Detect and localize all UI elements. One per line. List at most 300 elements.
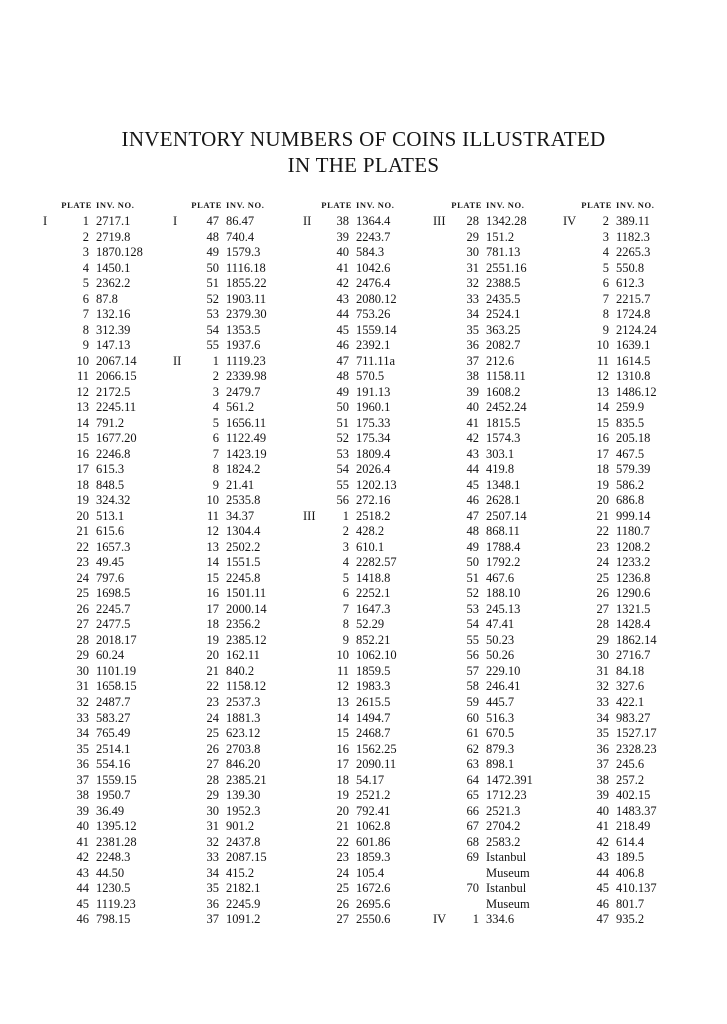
inventory-number: 999.14 [616,508,651,523]
plate-number: 10 [596,338,609,353]
plate-number: 2 [342,524,349,539]
table-row [563,586,703,602]
plate-number: 13 [76,400,89,415]
inventory-number: 50.23 [486,632,515,647]
table-row [433,323,573,339]
inventory-number: 1423.19 [226,446,267,461]
inventory-number: 583.27 [96,710,131,725]
inventory-number: 1418.8 [356,570,391,585]
inventory-number: 2356.2 [226,617,261,632]
plate-number: 31 [76,679,89,694]
inventory-number: 1672.6 [356,881,391,896]
plate-number: 13 [206,539,219,554]
table-row [173,711,313,727]
plate-number: 50 [466,555,479,570]
inventory-number: 2245.7 [96,601,131,616]
plate-number: 14 [206,555,219,570]
plate-number: 43 [336,291,349,306]
inventory-number: 229.10 [486,663,521,678]
table-row [433,230,573,246]
plate-number: 55 [206,338,219,353]
inventory-number: 2388.5 [486,276,521,291]
inventory-number: 2476.4 [356,276,391,291]
plate-number: 33 [596,694,609,709]
plate-roman: II [303,214,312,228]
inventory-number: 935.2 [616,912,645,927]
table-row [433,586,573,602]
table-row [173,292,313,308]
table-row [433,431,573,447]
table-row [173,447,313,463]
plate-number: 7 [342,601,349,616]
plate-number: 10 [76,353,89,368]
plate-number: 22 [336,834,349,849]
plate-number: 4 [342,555,349,570]
plate-number: 43 [466,446,479,461]
plate-number: 3 [602,229,609,244]
table-row [43,323,183,339]
plate-number: 4 [82,260,89,275]
plate-number: 39 [76,803,89,818]
table-row [433,462,573,478]
inventory-number: 2487.7 [96,694,131,709]
plate-number: 41 [466,415,479,430]
inventory-number: 402.15 [616,788,651,803]
inventory-number: 1960.1 [356,400,391,415]
plate-number: 4 [602,245,609,260]
plate-number: 32 [466,276,479,291]
plate-number: 39 [336,229,349,244]
table-row [173,431,313,447]
plate-number: 20 [76,508,89,523]
inventory-number: Istanbul [486,850,527,865]
table-row [173,897,313,913]
plate-header: PLATE [61,200,92,210]
plate-number: 17 [76,462,89,477]
inventory-number: 2551.16 [486,260,527,275]
column-header [563,198,703,214]
table-row [173,261,313,277]
inventory-number: 2716.7 [616,648,651,663]
inventory-number: 191.13 [356,384,391,399]
inventory-number: 1855.22 [226,276,267,291]
table-row [433,633,573,649]
plate-number: 22 [596,524,609,539]
plate-number: 30 [596,648,609,663]
inventory-number: 2067.14 [96,353,137,368]
plate-number: 1 [472,912,479,927]
inventory-number: 44.50 [96,865,125,880]
plate-number: 21 [76,524,89,539]
inventory-number: 1656.11 [226,415,267,430]
inventory-number: 467.6 [486,570,515,585]
inventory-number: 36.49 [96,803,125,818]
table-row [173,555,313,571]
table-row [303,757,443,773]
inventory-number: 1342.28 [486,214,527,228]
plate-number: 52 [466,586,479,601]
table-row [303,695,443,711]
table-column [563,198,703,928]
table-row [563,230,703,246]
plate-number: 19 [76,493,89,508]
plate-number: 40 [596,803,609,818]
inventory-number: 2182.1 [226,881,261,896]
table-row [43,695,183,711]
plate-number: 36 [206,896,219,911]
table-row [173,214,313,230]
inventory-number: 218.49 [616,819,651,834]
inventory-number: 1950.7 [96,788,131,803]
plate-number: 40 [76,819,89,834]
plate-number: 35 [76,741,89,756]
plate-number: 70 [466,881,479,896]
plate-number: 24 [596,555,609,570]
inventory-number: 2468.7 [356,726,391,741]
table-row [173,912,313,928]
inv-no-header: INV. NO. [486,200,525,210]
plate-number: 16 [336,741,349,756]
plate-number: 6 [82,291,89,306]
inventory-number: 1983.3 [356,679,391,694]
table-row [303,230,443,246]
table-row [563,478,703,494]
plate-number: 63 [466,757,479,772]
plate-number: 20 [206,648,219,663]
plate-number: 6 [342,586,349,601]
title-line-1: INVENTORY NUMBERS OF COINS ILLUSTRATED [121,127,606,151]
plate-number: 20 [596,493,609,508]
plate-number: 66 [466,803,479,818]
inventory-number: 2362.2 [96,276,131,291]
plate-number: 56 [466,648,479,663]
table-row [433,912,573,928]
plate-number: 21 [206,663,219,678]
table-row [433,866,573,882]
inventory-number: 2080.12 [356,291,397,306]
inventory-number: 2435.5 [486,291,521,306]
plate-number: 28 [76,632,89,647]
plate-number: 29 [466,229,479,244]
table-row [173,664,313,680]
inventory-number: 2479.7 [226,384,261,399]
table-row [173,648,313,664]
table-row [43,493,183,509]
plate-number: 62 [466,741,479,756]
table-row [173,416,313,432]
table-row [433,555,573,571]
inventory-number: 1122.49 [226,431,267,446]
table-row [563,292,703,308]
inventory-number: 601.86 [356,834,391,849]
inventory-number: 1158.11 [486,369,526,384]
inventory-number: 52.29 [356,617,385,632]
inventory-number: 1180.7 [616,524,650,539]
table-row [433,307,573,323]
inventory-number: 1472.391 [486,772,533,787]
plate-number: 49 [336,384,349,399]
plate-number: 54 [466,617,479,632]
inventory-number: 610.1 [356,539,385,554]
plate-number: 6 [602,276,609,291]
plate-number: 3 [82,245,89,260]
plate-number: 8 [212,462,219,477]
table-row [563,369,703,385]
inventory-number: 212.6 [486,353,515,368]
plate-roman: I [43,214,48,228]
plate-number: 32 [206,834,219,849]
inventory-number: 1202.13 [356,477,397,492]
inventory-number: 259.9 [616,400,645,415]
table-row [563,757,703,773]
plate-number: 19 [336,788,349,803]
inventory-number: 1952.3 [226,803,261,818]
table-row [563,555,703,571]
table-row [173,804,313,820]
plate-number: 46 [336,338,349,353]
plate-number: 68 [466,834,479,849]
plate-number: 7 [82,307,89,322]
table-row [303,323,443,339]
table-row [433,276,573,292]
table-row [563,431,703,447]
table-row [563,804,703,820]
plate-number: 43 [76,865,89,880]
plate-number: 17 [596,446,609,461]
inventory-number: 2066.15 [96,369,137,384]
table-row [43,866,183,882]
plate-number: 33 [206,850,219,865]
inventory-number: 175.34 [356,431,391,446]
table-row [433,540,573,556]
plate-number: 8 [342,617,349,632]
inventory-number: 2521.2 [356,788,391,803]
inventory-number: 2437.8 [226,834,261,849]
table-row [173,571,313,587]
plate-number: 46 [596,896,609,911]
inventory-number: 1119.23 [226,353,266,368]
plate-number: 61 [466,726,479,741]
inventory-number: 2087.15 [226,850,267,865]
table-row [43,757,183,773]
table-row [433,354,573,370]
plate-number: 14 [76,415,89,430]
plate-number: 48 [206,229,219,244]
inventory-number: 139.30 [226,788,261,803]
table-row [433,400,573,416]
plate-number: 15 [76,431,89,446]
table-row [173,819,313,835]
table-row [433,742,573,758]
plate-number: 12 [596,369,609,384]
plate-number: 16 [596,431,609,446]
inventory-number: 1579.3 [226,245,261,260]
table-row [173,726,313,742]
plate-number: 52 [336,431,349,446]
table-row [563,493,703,509]
plate-number: 39 [596,788,609,803]
plate-number: 35 [206,881,219,896]
plate-number: 48 [466,524,479,539]
inventory-number: 614.4 [616,834,645,849]
inventory-number: 1862.14 [616,632,657,647]
plate-number: 2 [602,214,609,228]
column-header [43,198,183,214]
table-row [563,881,703,897]
table-row [173,586,313,602]
inventory-number: 1559.15 [96,772,137,787]
inventory-number: 49.45 [96,555,125,570]
inventory-number: 1062.8 [356,819,391,834]
plate-number: 51 [336,415,349,430]
inventory-number: 2265.3 [616,245,651,260]
inventory-number: 34.37 [226,508,255,523]
inventory-number: 151.2 [486,229,515,244]
table-row [563,400,703,416]
inventory-number: 879.3 [486,741,515,756]
inventory-number: 334.6 [486,912,515,927]
inventory-number: 1677.20 [96,431,137,446]
inventory-number: 105.4 [356,865,385,880]
plate-number: 28 [206,772,219,787]
plate-number: 58 [466,679,479,694]
inventory-number: 1788.4 [486,539,521,554]
inventory-number: 1450.1 [96,260,131,275]
inventory-number: 586.2 [616,477,645,492]
inventory-number: 389.11 [616,214,650,228]
plate-header: PLATE [321,200,352,210]
table-row [303,835,443,851]
plate-number: 8 [82,322,89,337]
inventory-number: 188.10 [486,586,521,601]
inventory-number: 791.2 [96,415,125,430]
table-row [303,617,443,633]
table-row [563,695,703,711]
plate-number: 12 [206,524,219,539]
table-row [303,881,443,897]
plate-number: 36 [596,741,609,756]
table-row [43,400,183,416]
inventory-number: 2381.28 [96,834,137,849]
inventory-number: 2695.6 [356,896,391,911]
inventory-number: 327.6 [616,679,645,694]
plate-number: 12 [76,384,89,399]
inventory-number: 1903.11 [226,291,267,306]
plate-number: 17 [206,601,219,616]
table-row [43,230,183,246]
inventory-number: Istanbul [486,881,527,896]
inventory-number: 1321.5 [616,601,651,616]
table-row [303,478,443,494]
inventory-number: 1870.128 [96,245,143,260]
table-row [563,742,703,758]
plate-roman: III [433,214,446,228]
plate-number: 51 [206,276,219,291]
table-row [43,369,183,385]
plate-number: 8 [602,307,609,322]
plate-number: 30 [76,663,89,678]
table-row [563,617,703,633]
table-column [303,198,443,928]
plate-number: 13 [596,384,609,399]
plate-number: 34 [206,865,219,880]
table-row [433,447,573,463]
table-row [43,897,183,913]
plate-number: 26 [206,741,219,756]
inventory-number: 312.39 [96,322,131,337]
title-line-2: IN THE PLATES [287,153,440,177]
plate-number: 33 [76,710,89,725]
plate-number: 35 [466,322,479,337]
inventory-number: 415.2 [226,865,255,880]
plate-roman: IV [433,912,447,927]
table-row [303,214,443,230]
table-row [303,509,443,525]
table-row [433,338,573,354]
table-row [43,633,183,649]
table-row [433,493,573,509]
table-row [43,586,183,602]
plate-number: 5 [82,276,89,291]
table-row [433,757,573,773]
table-row [43,788,183,804]
plate-number: 15 [206,570,219,585]
plate-number: 23 [76,555,89,570]
inventory-number: 1428.4 [616,617,651,632]
table-row [43,416,183,432]
plate-number: 14 [596,400,609,415]
inventory-number: 60.24 [96,648,125,663]
inventory-number: 147.13 [96,338,131,353]
table-row [433,245,573,261]
plate-roman: IV [563,214,577,228]
inventory-number: 554.16 [96,757,131,772]
inventory-number: 1310.8 [616,369,651,384]
table-row [43,385,183,401]
plate-number: 3 [342,539,349,554]
table-row [43,602,183,618]
table-row [43,214,183,230]
inventory-number: 2385.21 [226,772,267,787]
table-row [43,881,183,897]
plate-number: 34 [596,710,609,725]
plate-number: 40 [336,245,349,260]
table-row [433,726,573,742]
plate-number: 37 [596,757,609,772]
plate-number: 24 [76,570,89,585]
table-row [303,385,443,401]
inventory-number: 797.6 [96,570,125,585]
plate-number: 9 [342,632,349,647]
plate-number: 25 [76,586,89,601]
table-row [433,416,573,432]
plate-number: 31 [596,663,609,678]
inventory-number: 1364.4 [356,214,391,228]
table-row [173,742,313,758]
table-row [433,509,573,525]
plate-number: 9 [212,477,219,492]
table-row [43,617,183,633]
table-row [563,276,703,292]
table-row [433,369,573,385]
table-row [433,602,573,618]
plate-number: 59 [466,694,479,709]
plate-number: 9 [602,322,609,337]
plate-number: 27 [206,757,219,772]
table-row [303,586,443,602]
table-row [433,819,573,835]
plate-number: 32 [596,679,609,694]
